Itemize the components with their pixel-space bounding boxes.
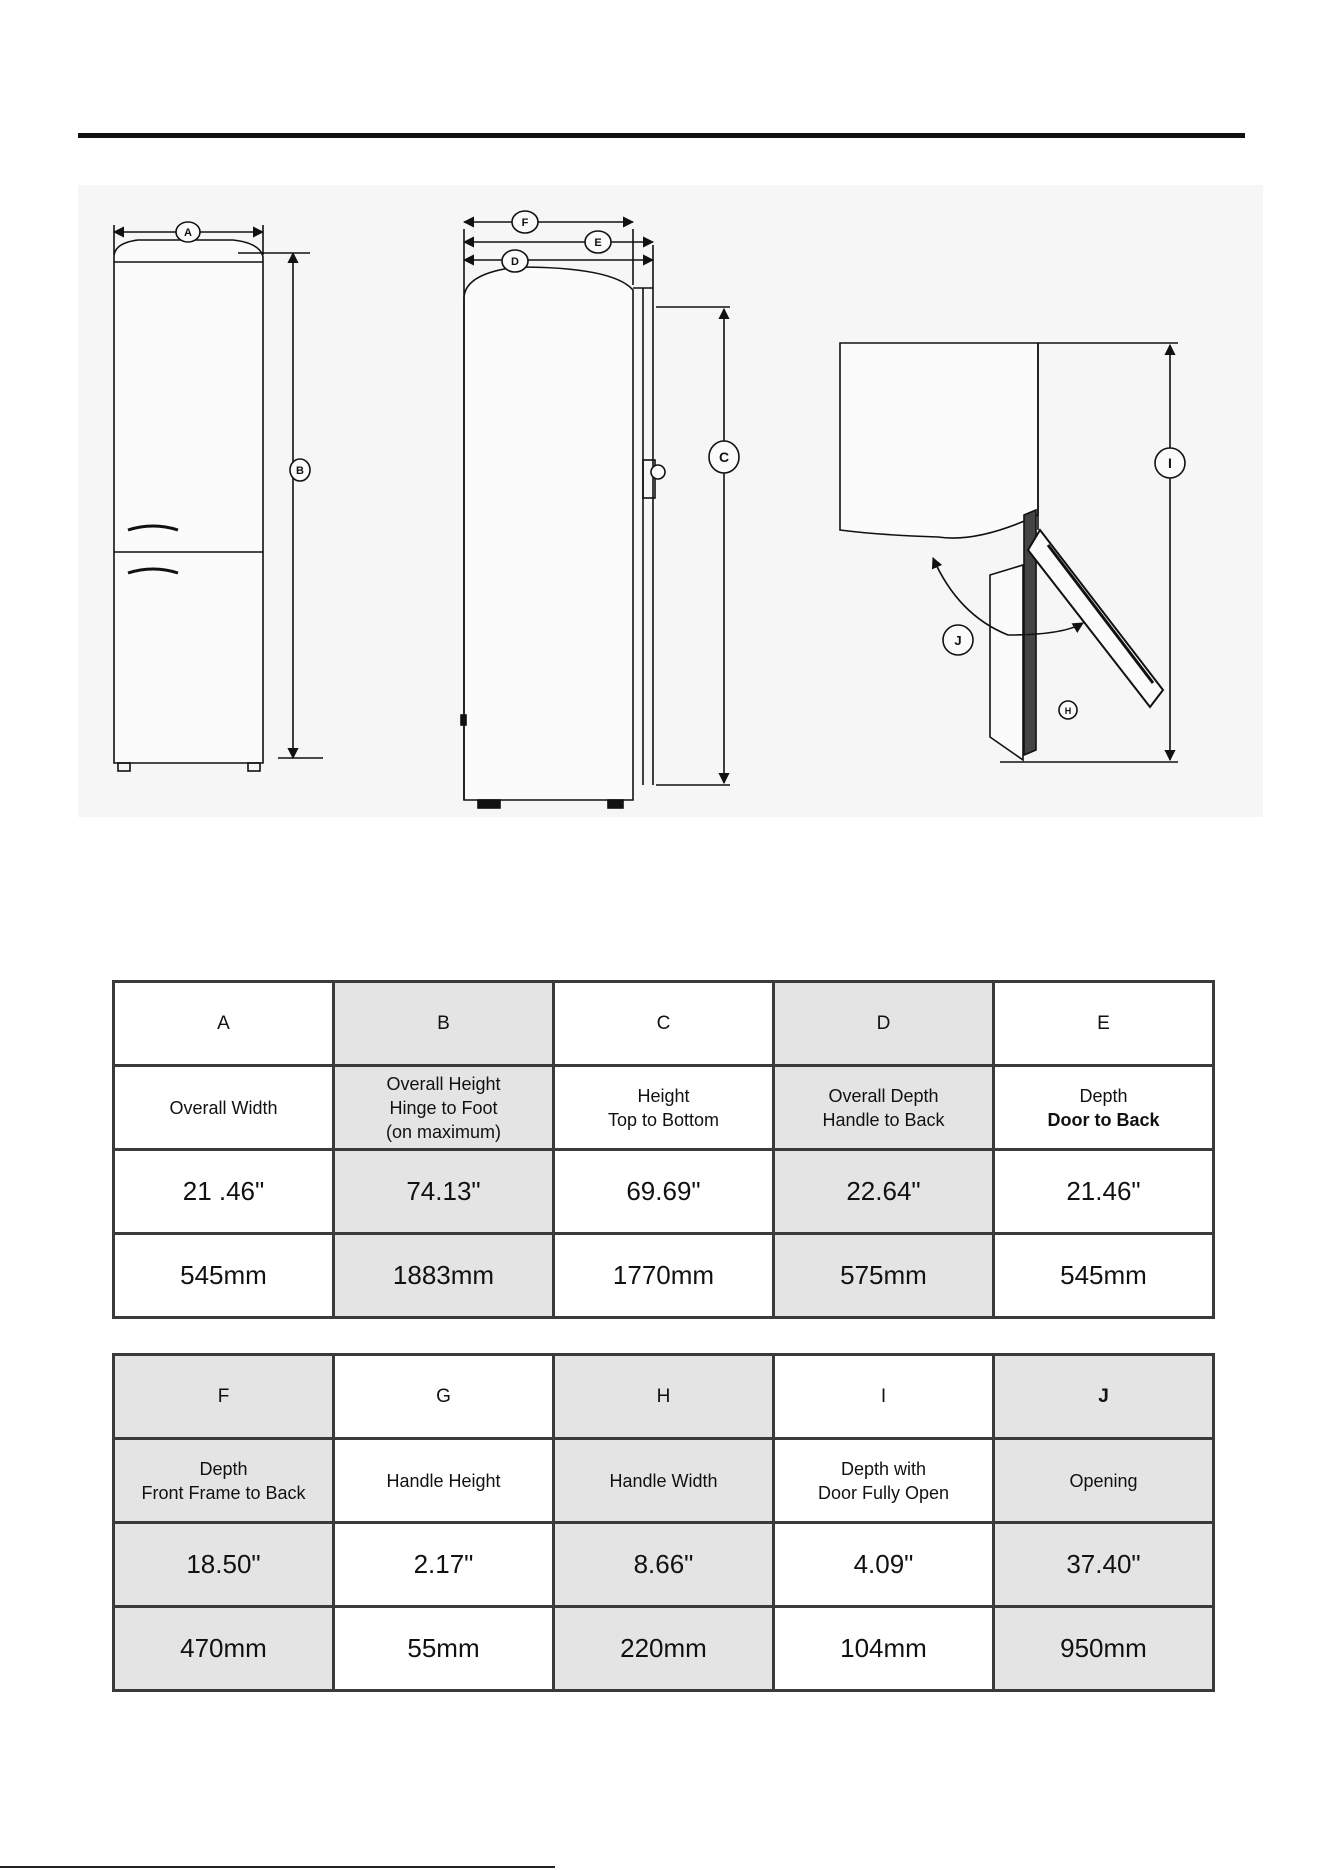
cell-inches: 18.50" — [114, 1523, 334, 1607]
label-b: B — [296, 465, 304, 477]
cell-description: Depth with Door Fully Open — [774, 1439, 994, 1523]
cell-mm: 545mm — [114, 1234, 334, 1318]
cell-mm: 1883mm — [334, 1234, 554, 1318]
label-a: A — [184, 227, 192, 239]
cell-letter: C — [554, 982, 774, 1066]
cell-letter: G — [334, 1355, 554, 1439]
spec-table-1 — [112, 980, 1215, 1319]
cell-letter: J — [994, 1355, 1214, 1439]
fridge-diagram — [78, 185, 1263, 817]
table-row — [114, 1439, 1214, 1523]
label-h: H — [1064, 706, 1072, 716]
cell-mm: 470mm — [114, 1607, 334, 1691]
table-row — [114, 1607, 1214, 1691]
header-rule — [78, 133, 1245, 138]
cell-inches: 69.69" — [554, 1150, 774, 1234]
cell-inches: 21 .46" — [114, 1150, 334, 1234]
dimension-drawing — [78, 185, 1263, 817]
cell-mm: 950mm — [994, 1607, 1214, 1691]
cell-letter: H — [554, 1355, 774, 1439]
cell-letter: F — [114, 1355, 334, 1439]
table-row — [114, 1355, 1214, 1439]
cell-letter: D — [774, 982, 994, 1066]
label-d: D — [511, 256, 519, 268]
cell-mm: 55mm — [334, 1607, 554, 1691]
label-e: E — [594, 237, 602, 249]
cell-description: Overall Width — [114, 1066, 334, 1150]
cell-inches: 21.46" — [994, 1150, 1214, 1234]
front-fridge-body — [114, 240, 263, 763]
table-row — [114, 1523, 1214, 1607]
top-view-body — [840, 343, 1038, 538]
cell-mm: 545mm — [994, 1234, 1214, 1318]
side-fridge-body — [464, 267, 633, 800]
cell-description: Depth Door to Back — [994, 1066, 1214, 1150]
cell-inches: 74.13" — [334, 1150, 554, 1234]
label-j: J — [954, 633, 962, 648]
cell-mm: 104mm — [774, 1607, 994, 1691]
cell-letter: E — [994, 982, 1214, 1066]
cell-mm: 1770mm — [554, 1234, 774, 1318]
spec-table-2 — [112, 1353, 1215, 1692]
cell-description: Opening — [994, 1439, 1214, 1523]
label-i: I — [1168, 455, 1172, 471]
cell-inches: 4.09" — [774, 1523, 994, 1607]
cell-letter: B — [334, 982, 554, 1066]
cell-description: Handle Height — [334, 1439, 554, 1523]
label-c: C — [718, 449, 730, 465]
cell-mm: 220mm — [554, 1607, 774, 1691]
label-f: F — [521, 217, 529, 229]
cell-description: Handle Width — [554, 1439, 774, 1523]
table-row — [114, 1066, 1214, 1150]
footer-rule — [0, 1866, 555, 1868]
cell-description: Height Top to Bottom — [554, 1066, 774, 1150]
cell-letter: I — [774, 1355, 994, 1439]
cell-inches: 37.40" — [994, 1523, 1214, 1607]
cell-description: Depth Front Frame to Back — [114, 1439, 334, 1523]
cell-description: Overall Depth Handle to Back — [774, 1066, 994, 1150]
table-row — [114, 1234, 1214, 1318]
cell-letter: A — [114, 982, 334, 1066]
cell-inches: 22.64" — [774, 1150, 994, 1234]
table-row — [114, 1150, 1214, 1234]
cell-inches: 8.66" — [554, 1523, 774, 1607]
cell-mm: 575mm — [774, 1234, 994, 1318]
table-row — [114, 982, 1214, 1066]
cell-description: Overall Height Hinge to Foot (on maximum) — [334, 1066, 554, 1150]
cell-inches: 2.17" — [334, 1523, 554, 1607]
